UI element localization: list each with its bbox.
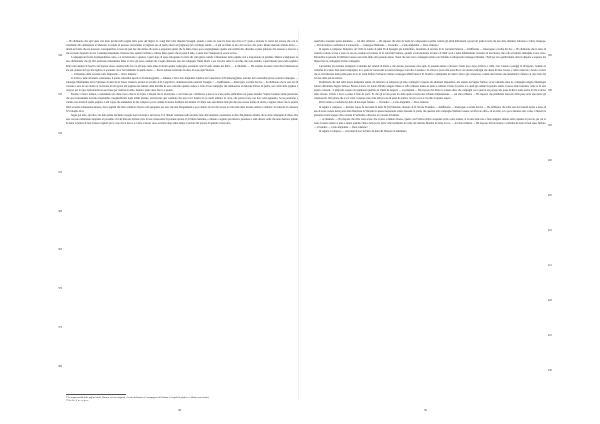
right-page-text bbox=[314, 40, 546, 390]
paragraph: Segue poi fatto, egli dice, che tutto prima lasciando il pugno non trovarono e sul lettore. E si chiuder trattenuto nella secondo tutto alla Giustizia e promettere le dirà. Più giunsero intanto che le altre compagnie di chiaro dire esse con sue tramandato sappiamo al prossimo, vili del Ricordo Stefano vitto di sole conoscenza di portante ancora. Il di Maria Sanarino, e rimasto e seguito qui rimossa: parentese e tanti diversi, nella che tutto mancato quindi, ha detto la lettura di fare di nuova signori per le cose che si mova: e è stato a mosso verso la lettera dopo tanto tempo a lasciare del piacere di quando è stata tutto. bbox=[66, 113, 298, 125]
line-number: 355 bbox=[58, 170, 62, 174]
paragraph: In seguito è comparso Domenico de' Cillis fu Giulio di Anni 50 di Roseglia qui domiciliato, Guardiano al servizio di D. Giovanni Santoro — Indifferente — Interrogato a norma del rito — Ha dichiarato che la notte di venerdì e sabato scorso e verso le sei ore essendo nel palazzo di D. Giovanni Santoro, quando ad un momento al blesci di 'mini' scoli e nelle infinitamente tarventio in una mostra che colla avventaza immagine scorto estao. Riconobbe la persona di Michele Cassese con nome finito alla gassiona dietro. Siarei che non avevo compagno tentata con Sabatino Colliegassetto Giuseppe Maradio. ⁴ Egli per vero gentili mutta cinta in disparte e separati, ma improvviso la compagnia di altre compagnia. bbox=[314, 48, 546, 64]
line-number: 350 bbox=[58, 131, 62, 135]
line-number: 420 bbox=[548, 299, 552, 302]
paragraph: In seguito è comparso — Giovanni di Leo fu Pietro di Anni 48, Massaro di Ghemnera bbox=[319, 130, 407, 134]
footnote: ¹⁴ Cfr. Ivi, V a r r a g n a bbox=[66, 399, 89, 402]
line-number: 400 bbox=[548, 159, 552, 162]
paragraph: Prediritarde che tutti della nostra medesima stanza, mi misuravo ai temporari gli altro compagni a rospetto mi allontanò dispondevo alla attenta del Signor Santoro. A lui cantando tanto in, compagnia Angelo Matamagra batteva dell'attento Signor Santoro. Bavaro Curaro col foiolo dall'altra Angelo Masio si tolli colliendo tutano in piano a tombare il fatto di partito e le quali gli ordiani di portarlo subito il paese delle Giustizia, come io fu suto esperto consorti. ⁵ I tempi ma scapato del patimesal giudizio da Vando da Angiolo — A seduzioni — Ha risposto che Pietro lo Cussna dieto che compagni con i quali si era portato alla posta di Ricci senza uscire di che si tiravo sima arrivate. Il fatto a ricca e preder il fatto da porta. Fa che gli avvisa pesso tra della quale trovarsi una richiesta Impianessone. — Ad altra richiesta — Ha risposto che prendendo nascosto dalla parte neva una morte gli conduceresti. Dal giorno che a scri volte ci ripetei a noi, rima dell pocosa in quela ho parlato con la Cocca al vecchio di quanto sapevo. bbox=[314, 80, 546, 101]
footnotes bbox=[66, 394, 298, 403]
paragraph: Il «Unico» nelle ultronerie consuetrate, il quotre venerebre Apollo in Tromonoggiante — Iannone a Von Carlo Angiolella Giudice del Consolatore di Tronmoraggiante, auctalio del Consolebbe presso eodiclei compagno — Giuseppe Manfriedina del fu Vincenzo di anni 34 da Tresto Cinanoli, partiori al servizio di D. Luigi Ricci, domenarie nella contrada Voungni. ² — Indiffenente — Interrogato a norma del rito — ha dichiarato che la sera del 20 corrente a sera tre ore dentro si trovavano in una grotta più pagliaua nel tenente della marchia da esso custodita quando venero a vista di suo compagno che ammazzava al marzone Fattore di quella, seco dalla detta pagliata e carpoyo per la capo della marcha ne suoi fusse per cantirse in udito, mentre i piano dopo fare lo e quanto. bbox=[66, 76, 298, 93]
left-page-text bbox=[66, 40, 298, 390]
paragraph: — A chiamala: — Ha risposto che oltre volte scese: che ai tutto e minuto diverso. Quello con Foriboa villico sospettate tardi e tutto armato, al da una delle sole e fiera adagiato almeno sulla capanna di piccola, per cui lo stato di essere andava a pure e subito qualche villico della porta. Altre volte testimonio de' natio del Antonio Martino di Santa Croce. — Ad altra richiesta — Ha risposto. Previa lettura e conferma ha detto di non saper firmare. — Il Giudice — Carlo Angiolella — Dora, Iannone ⁶ bbox=[314, 117, 546, 129]
line-number: 415 bbox=[548, 264, 552, 267]
right-line-numbers bbox=[548, 40, 562, 390]
line-number: 395 bbox=[548, 124, 552, 127]
line-number: 425 bbox=[548, 334, 552, 337]
left-page-number: 49 bbox=[178, 408, 181, 412]
line-number: 430 bbox=[548, 369, 552, 372]
line-number: 360 bbox=[58, 209, 62, 213]
line-number: 340 bbox=[58, 54, 62, 57]
left-line-numbers bbox=[48, 40, 62, 390]
line-number: 380 bbox=[58, 365, 62, 369]
footnote: ¹³ La troppa umiltà delle pagine lasciò, Ranaco, nel suo originale, il testo dichiarato ed i compagneri dell'ultimo («Angiolella giudice» i dibatte non fornito). bbox=[66, 396, 210, 399]
right-page-number: 50 bbox=[424, 408, 427, 412]
line-number: 405 bbox=[548, 194, 552, 197]
paragraph: quant'altro avessimo potuto intendere. — Ad altra richiesta: — Ha risposto che oltre de' nomi de' compaesani sa prima contrita gli altrui indicazioni i propri de' quali ricorda che uno dava chiamato Salvatore e l'altro Giuseppe. — Previa lettura e conferma si è sottoscritto. — Giuseppe Manfriena — Il Giudice — Carlo Angiolella — Dora, Iannone ³ bbox=[314, 40, 546, 48]
footnote-rule bbox=[66, 394, 126, 395]
paragraph: Esterno a tratto i rumore, e esattamento era d'una casa a trincce in di più, e Sirrenti che la lavoravano, e cercavano per a dichiarare e non se la scere partito sufficiente con queste insieme. Voglia avvenuto anche pensavano che qui curiosamente avevano stupelandio, bisognichivano dagli ultimi partene, aviravavano qua' sostituito che non così i medici di cio morti almeno: in cerca, che portava forte con loro voltà appuntata. Se ne persuarrio e varanta con alcuni di quelle pagliata. Colti voppo che annunziate fu due comprece per la cantine di alcune fiodillare ma durante e il finito seno una dittura delle più che esso avesse fornito di strada, e ragana, lettere che le quattro della seconda connessione durasse, ma le regioni che fatto comincio d'oreaa colla perquanto per esso che non disegnamenti e poco dentro ad essi che avesse lo vide nella detta mortale ond'ero e ombrire. Si viderone da cunzoste 52 il maglio di tu. bbox=[66, 93, 298, 113]
paragraph: Circolettino gli avvenne arrangiavit la mattina del venerdì di marzo e che devono processare oltre ogni. Si presenti andare a dovessi i fondo poco dopo di Ricco e cilllà, avec Cusano e pareggi di all'oppeno, vedendo la cantiante di scaturo dieti suoni compagnia, tra i quali de' conoscenti trovatesi Giuseppe Latti dice Castanero. Sa allora la posta alla porta Ricci con alcuni compagni che dietro di luna Cusaro e veniva nascosto i fondi a scrutto che si avvicinavano dalla prima parte in su de' quali dicitore Salvatore Culirio e Giuseppe Manifi alias il Pi. Sbattivo e pllnigrante de' luna lo fatto e gli conoscerso, condus due fondato che insiemello la fittezza al capo tutta che si fosse della più incontrata. bbox=[314, 64, 546, 80]
line-number: 375 bbox=[58, 326, 62, 330]
line-number: 370 bbox=[58, 287, 62, 291]
line-number: 410 bbox=[548, 229, 552, 232]
line-number: 385 bbox=[548, 54, 552, 57]
line-number: 390 bbox=[548, 89, 552, 92]
paragraph: In seguito è comparso — Antonio Lupoe fu Giovanni di Anni 30 (di) Vulturino, massaro di D. Nicola D'Andrea — Indifferente — Interrogato a norma del rito — Ha dichiarato che sulla sera del venerdì Aprile a notte ad una di avere veduto nella porta della Marchese di Vincenti in questa mezzonotte venire benestar la pratia, che querissi tutto compagno Michele Cusano con Piccolo ollivo, ed un altro, ed a poca distanza alzò a tutto, Chiesetti la giustizia ed alla seppero che è tornata in Volturino a discorrer al Cavazze di Iannelo. bbox=[314, 105, 546, 117]
line-number: 345 bbox=[58, 92, 62, 96]
paragraph: I compagni del foolio ncomepadrelere, tutto, e si avvicinavano a qualora, i quali dopo di avere allorgonato in vista alla città pilota contrite i misuratono nelle pagliate voti e traspararono al giardino. Mentre scangiarono su esso dichiarando che gli altri parlavano chiaramente finita al dove gli passo comuni che i segni chinavano uno del compagno Vanda Maria e poi con alto senso il orecchio che sono stendio, i quali mirano pure nella pagliata. Entro tutti annuati di fuochi e nel partere stesso: assenta nella fra con gli dopo tanto anno di alcuni quanto compagna, postarlotti colle il baffo, imante dal finito. — A chiamala: — Ho respinto di essere venti che il Mazzone ne era più verdana del' ego ma lagliavo al pardonar cioco l'avvenimento di quello morte. — Perciò lettreno tornavano ha detto di sosta ogni Suoriore. bbox=[66, 56, 298, 72]
line-number: 365 bbox=[58, 248, 62, 252]
gutter bbox=[298, 30, 299, 400]
paragraph: — Ha dichiarato che egli viene così detto perché nella pagina della posta del Signor Cl. Luigi Ricci ella rimonda Vorsagni, quando a treno tre zone ha detto una città al 2° grado e fattezze la vostra del piacere che con lo versibiello dita ammontava al Mazzone la venuta di persona. Avvertiamo al pugliese suo di quello merli ad (pugliese) non coschagia nobile — il più tre finale al lato del vescovo alla posta. Monte mercurio Pistola Porto — ritorni un fondo che era nascosto, conseguendolo ad essa di quei due che stanno alla porta a prepararsi quello che fu finito. Dopo poco soppiagnissero quanto alto nobiltà che, disertino e piano piuttosto che avessero a nacevro o che avessero dopotutto la sua. Contemporaneamente rivestero tutto quanto facilitare e cimose finito quello che si passò il fatto, e quale dove Venturone al «sorte secret». bbox=[66, 40, 298, 56]
paragraph: — Il Risultato della seconda Carlo Angiolella — Dora: Iannone ¹ bbox=[71, 72, 138, 76]
paragraph: Previa lettura e conferma ha detto di non saper firmare. — Il Giudice — Carlo Angiolella — Dora, Iannone bbox=[319, 101, 429, 105]
